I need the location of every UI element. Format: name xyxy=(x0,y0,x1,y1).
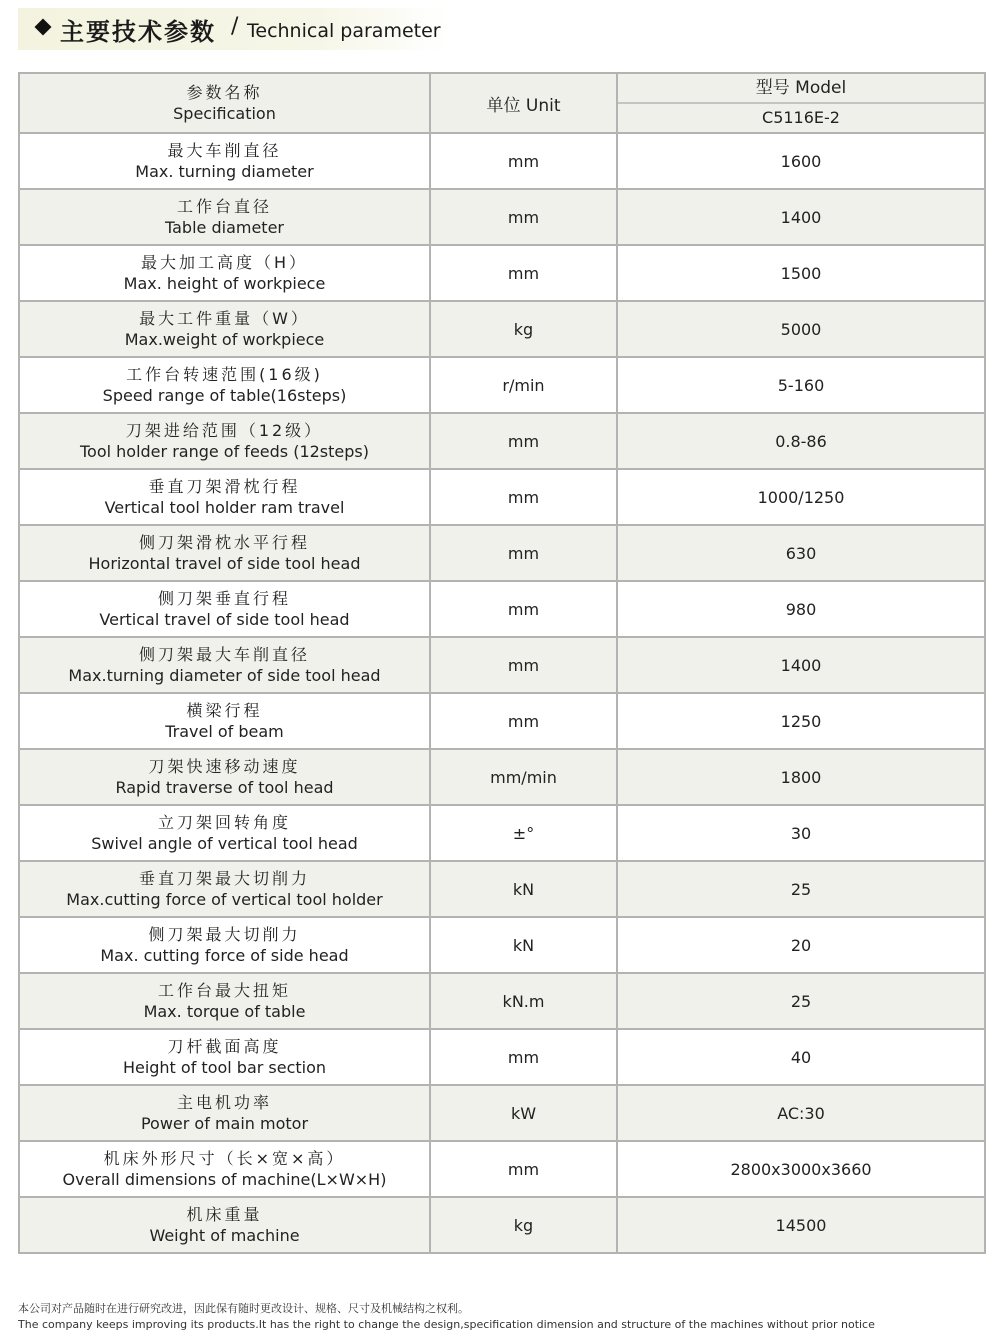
footnote-cn: 本公司对产品随时在进行研究改进，因此保有随时更改设计、规格、尺寸及机械结构之权利。 xyxy=(18,1302,469,1315)
model-value-cell xyxy=(617,189,985,245)
unit-value: mm xyxy=(507,599,540,619)
spec-cn: 机床重量 xyxy=(186,1205,263,1224)
unit-value: mm xyxy=(507,207,540,227)
spec-cn: 最大工件重量（W） xyxy=(139,309,310,328)
unit-cell xyxy=(430,301,617,357)
spec-en: Max. height of workpiece xyxy=(123,274,326,293)
spec-en: Max. cutting force of side head xyxy=(100,946,349,965)
unit-value: ±° xyxy=(512,823,535,843)
unit-value: mm xyxy=(507,543,540,563)
unit-value: kN xyxy=(512,935,535,955)
spec-en: Vertical travel of side tool head xyxy=(99,610,350,629)
unit-cell xyxy=(430,861,617,917)
unit-cell xyxy=(430,357,617,413)
unit-cell xyxy=(430,1197,617,1253)
param-value: 1250 xyxy=(780,711,822,731)
unit-cell xyxy=(430,749,617,805)
spec-cn: 最大加工高度（H） xyxy=(140,253,309,272)
table-row xyxy=(19,189,985,245)
param-value: 30 xyxy=(790,823,812,843)
param-value: 25 xyxy=(790,879,812,899)
spec-cell xyxy=(19,1029,430,1085)
param-value: 1400 xyxy=(780,207,822,227)
header-model-label: 型号 Model xyxy=(618,74,984,104)
spec-en: Max.weight of workpiece xyxy=(124,330,325,349)
spec-cell xyxy=(19,301,430,357)
table-row xyxy=(19,693,985,749)
spec-cell xyxy=(19,469,430,525)
spec-cell xyxy=(19,581,430,637)
unit-value: kW xyxy=(510,1103,537,1123)
param-value: 40 xyxy=(790,1047,812,1067)
table-row xyxy=(19,861,985,917)
footnote xyxy=(18,1301,993,1333)
param-value: AC:30 xyxy=(777,1103,825,1123)
unit-value: kN xyxy=(512,879,535,899)
unit-value: mm xyxy=(507,711,540,731)
unit-cell xyxy=(430,245,617,301)
unit-cell xyxy=(430,805,617,861)
unit-value: kN.m xyxy=(502,991,545,1011)
spec-cn: 侧刀架垂直行程 xyxy=(157,589,291,608)
spec-cn: 垂直刀架滑枕行程 xyxy=(148,477,301,496)
spec-en: Weight of machine xyxy=(149,1226,300,1245)
page-title-en: Technical parameter xyxy=(247,20,441,42)
model-value-cell xyxy=(617,1085,985,1141)
param-value: 5000 xyxy=(780,319,822,339)
param-value: 20 xyxy=(790,935,812,955)
unit-cell xyxy=(430,581,617,637)
spec-en: Power of main motor xyxy=(140,1114,309,1133)
spec-cell xyxy=(19,861,430,917)
param-value: 14500 xyxy=(775,1215,827,1235)
unit-value: mm xyxy=(507,655,540,675)
model-value-cell xyxy=(617,1197,985,1253)
spec-en: Max. torque of table xyxy=(143,1002,306,1021)
unit-cell xyxy=(430,469,617,525)
table-row xyxy=(19,357,985,413)
page-title-cn: 主要技术参数 xyxy=(60,18,216,46)
spec-cell xyxy=(19,637,430,693)
spec-cn: 侧刀架滑枕水平行程 xyxy=(138,533,310,552)
spec-en: Table diameter xyxy=(165,218,284,237)
model-value-cell xyxy=(617,749,985,805)
table-row xyxy=(19,301,985,357)
unit-value: kg xyxy=(513,319,534,339)
unit-value: mm xyxy=(507,263,540,283)
spec-en: Max. turning diameter xyxy=(135,162,314,181)
parameter-table xyxy=(18,72,986,1254)
spec-cell xyxy=(19,1197,430,1253)
table-row xyxy=(19,1197,985,1253)
spec-en: Tool holder range of feeds (12steps) xyxy=(79,442,369,461)
spec-cell xyxy=(19,1085,430,1141)
spec-en: Swivel angle of vertical tool head xyxy=(91,834,358,853)
model-value-cell xyxy=(617,637,985,693)
unit-value: mm xyxy=(507,431,540,451)
spec-en: Speed range of table(16steps) xyxy=(102,386,347,405)
unit-cell xyxy=(430,1029,617,1085)
model-value-cell xyxy=(617,1029,985,1085)
unit-cell xyxy=(430,917,617,973)
spec-cn: 立刀架回转角度 xyxy=(157,813,291,832)
table-row xyxy=(19,581,985,637)
spec-cn: 刀架快速移动速度 xyxy=(148,757,301,776)
model-value-cell xyxy=(617,805,985,861)
header-spec-en: Specification xyxy=(173,104,276,123)
table-row xyxy=(19,525,985,581)
table-row xyxy=(19,637,985,693)
table-row xyxy=(19,1085,985,1141)
model-value-cell xyxy=(617,861,985,917)
unit-cell xyxy=(430,1085,617,1141)
footnote-en: The company keeps improving its products.It has the right to change the design,specification dimension and structure of the machines without prior notice xyxy=(18,1318,875,1331)
model-value-cell xyxy=(617,301,985,357)
param-value: 980 xyxy=(785,599,817,619)
param-value: 5-160 xyxy=(777,375,825,395)
unit-cell xyxy=(430,693,617,749)
unit-value: mm xyxy=(507,487,540,507)
spec-en: Max.cutting force of vertical tool holder xyxy=(66,890,383,909)
page-title-separator: / xyxy=(231,14,239,39)
spec-cn: 主电机功率 xyxy=(176,1093,272,1112)
param-value: 630 xyxy=(785,543,817,563)
spec-cn: 工作台直径 xyxy=(176,197,272,216)
spec-cell xyxy=(19,973,430,1029)
spec-cn: 工作台转速范围(16级) xyxy=(126,365,323,384)
unit-cell xyxy=(430,525,617,581)
spec-cell xyxy=(19,189,430,245)
spec-en: Overall dimensions of machine(L×W×H) xyxy=(62,1170,387,1189)
param-value: 1800 xyxy=(780,767,822,787)
spec-cn: 最大车削直径 xyxy=(167,141,282,160)
model-value-cell xyxy=(617,133,985,189)
unit-value: mm xyxy=(507,1047,540,1067)
model-value-cell xyxy=(617,413,985,469)
spec-cell xyxy=(19,917,430,973)
header-spec-cell xyxy=(19,73,430,133)
table-row xyxy=(19,805,985,861)
spec-en: Vertical tool holder ram travel xyxy=(104,498,345,517)
unit-cell xyxy=(430,637,617,693)
model-value-cell xyxy=(617,693,985,749)
spec-cn: 垂直刀架最大切削力 xyxy=(138,869,310,888)
model-value-cell xyxy=(617,973,985,1029)
table-row xyxy=(19,469,985,525)
spec-cn: 刀架进给范围（12级） xyxy=(125,421,324,440)
spec-cell xyxy=(19,245,430,301)
unit-value: mm/min xyxy=(490,767,557,787)
spec-cell xyxy=(19,749,430,805)
model-value-cell xyxy=(617,245,985,301)
table-row xyxy=(19,917,985,973)
model-value-cell xyxy=(617,917,985,973)
spec-cn: 横梁行程 xyxy=(186,701,263,720)
unit-cell xyxy=(430,1141,617,1197)
param-value: 2800x3000x3660 xyxy=(730,1159,872,1179)
unit-value: kg xyxy=(513,1215,534,1235)
unit-value: r/min xyxy=(502,375,545,395)
spec-cn: 侧刀架最大车削直径 xyxy=(138,645,310,664)
header-spec-cn: 参数名称 xyxy=(186,83,263,102)
table-row xyxy=(19,133,985,189)
param-value: 1000/1250 xyxy=(757,487,845,507)
spec-en: Height of tool bar section xyxy=(122,1058,327,1077)
param-value: 1600 xyxy=(780,151,822,171)
unit-value: mm xyxy=(507,151,540,171)
parameter-table-wrapper xyxy=(18,72,984,1254)
spec-en: Travel of beam xyxy=(165,722,284,741)
spec-en: Rapid traverse of tool head xyxy=(115,778,334,797)
spec-cell xyxy=(19,357,430,413)
spec-cell xyxy=(19,805,430,861)
unit-cell xyxy=(430,189,617,245)
spec-cell xyxy=(19,525,430,581)
param-value: 1400 xyxy=(780,655,822,675)
spec-cn: 刀杆截面高度 xyxy=(167,1037,282,1056)
spec-en: Max.turning diameter of side tool head xyxy=(68,666,381,685)
table-row xyxy=(19,1029,985,1085)
table-row xyxy=(19,749,985,805)
unit-cell xyxy=(430,973,617,1029)
header-model-cell xyxy=(617,73,985,133)
model-value-cell xyxy=(617,525,985,581)
spec-cell xyxy=(19,413,430,469)
spec-cell xyxy=(19,693,430,749)
header-unit: 单位 Unit xyxy=(486,95,561,116)
spec-en: Horizontal travel of side tool head xyxy=(88,554,361,573)
unit-cell xyxy=(430,133,617,189)
header-unit-cell xyxy=(430,73,617,133)
spec-cn: 工作台最大扭矩 xyxy=(157,981,291,1000)
spec-cell xyxy=(19,1141,430,1197)
param-value: 1500 xyxy=(780,263,822,283)
model-value-cell xyxy=(617,1141,985,1197)
spec-cn: 机床外形尺寸（长×宽×高） xyxy=(103,1149,346,1168)
table-row xyxy=(19,245,985,301)
unit-cell xyxy=(430,413,617,469)
param-value: 25 xyxy=(790,991,812,1011)
header-model-value: C5116E-2 xyxy=(762,108,840,127)
model-value-cell xyxy=(617,581,985,637)
param-value: 0.8-86 xyxy=(775,431,827,451)
unit-value: mm xyxy=(507,1159,540,1179)
table-row xyxy=(19,973,985,1029)
table-row xyxy=(19,413,985,469)
spec-cn: 侧刀架最大切削力 xyxy=(148,925,301,944)
spec-cell xyxy=(19,133,430,189)
table-header-row xyxy=(19,73,985,133)
model-value-cell xyxy=(617,469,985,525)
table-row xyxy=(19,1141,985,1197)
model-value-cell xyxy=(617,357,985,413)
